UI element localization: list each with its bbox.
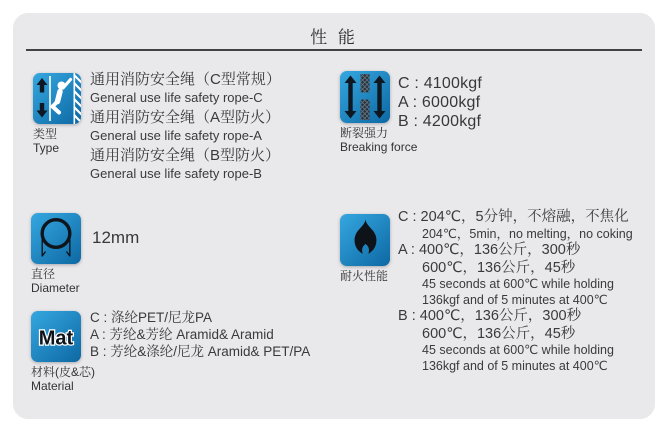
performance-panel xyxy=(13,13,655,419)
diameter-section-label xyxy=(31,213,81,295)
fire-line: 136kgf and of 5 minutes at 400℃ xyxy=(422,358,608,373)
falling-person-icon xyxy=(33,73,83,124)
material-values xyxy=(90,309,310,360)
fire-line: 45 seconds at 600℃ while holding xyxy=(422,343,614,357)
fire-line: 600℃，136公斤，45秒 xyxy=(422,325,576,342)
rope-cross-section-icon xyxy=(31,213,81,264)
fire-line: 45 seconds at 600℃ while holding xyxy=(422,277,614,291)
breaking-force-line: B : 4200kgf xyxy=(398,113,482,130)
material-line: C : 涤纶PET/尼龙PA xyxy=(90,310,213,325)
diameter-caption-zh: 直径 xyxy=(31,267,56,281)
type-item-en: General use life safety rope-A xyxy=(90,128,262,143)
mat-icon xyxy=(31,311,81,362)
type-item xyxy=(90,146,281,182)
breaking-force-caption-en: Breaking force xyxy=(340,140,418,154)
page-title: 性 能 xyxy=(310,28,358,47)
fire-line: C : 204℃，5分钟，不熔融，不焦化 xyxy=(398,209,629,225)
type-section-label xyxy=(33,73,83,155)
flame-icon xyxy=(340,214,390,266)
type-item-zh: 通用消防安全绳（A型防火） xyxy=(90,109,281,126)
type-values xyxy=(90,70,281,184)
mat-icon-text: Mat xyxy=(38,327,74,350)
diameter-value: 12mm xyxy=(92,228,140,247)
material-section-label xyxy=(31,311,95,393)
title-divider xyxy=(26,49,642,51)
fire-line: 204℃，5min，no melting，no coking xyxy=(422,226,633,241)
breaking-force-values xyxy=(398,74,482,131)
breaking-force-line: A : 6000kgf xyxy=(398,94,481,111)
fire-line: B : 400℃，136公斤，300秒 xyxy=(398,308,582,324)
breaking-force-line: C : 4100kgf xyxy=(398,75,483,92)
material-caption-zh: 材料(皮&芯) xyxy=(31,365,95,379)
material-caption-en: Material xyxy=(31,379,74,393)
tension-arrows-icon xyxy=(340,71,390,123)
material-line: A : 芳纶&芳纶 Aramid& Aramid xyxy=(90,327,274,342)
type-caption-zh: 类型 xyxy=(33,127,58,141)
breaking-force-caption-zh: 断裂强力 xyxy=(340,126,389,140)
material-line: B : 芳纶&涤纶/尼龙 Aramid& PET/PA xyxy=(90,344,311,359)
fire-resistance-caption-zh: 耐火性能 xyxy=(340,269,389,283)
type-item xyxy=(90,70,281,106)
type-caption-en: Type xyxy=(33,141,60,155)
fire-resistance-values xyxy=(398,209,633,374)
type-item-zh: 通用消防安全绳（B型防火） xyxy=(90,147,281,164)
fire-line: A : 400℃，136公斤，300秒 xyxy=(398,242,581,258)
type-item-en: General use life safety rope-C xyxy=(90,90,263,105)
fire-line: 600℃，136公斤，45秒 xyxy=(422,259,576,276)
type-item-zh: 通用消防安全绳（C型常规） xyxy=(90,71,281,88)
type-item-en: General use life safety rope-B xyxy=(90,166,262,181)
fire-line: 136kgf and of 5 minutes at 400℃ xyxy=(422,292,608,307)
diameter-caption-en: Diameter xyxy=(31,281,80,295)
type-item xyxy=(90,108,281,144)
fire-resistance-section-label xyxy=(340,214,390,283)
